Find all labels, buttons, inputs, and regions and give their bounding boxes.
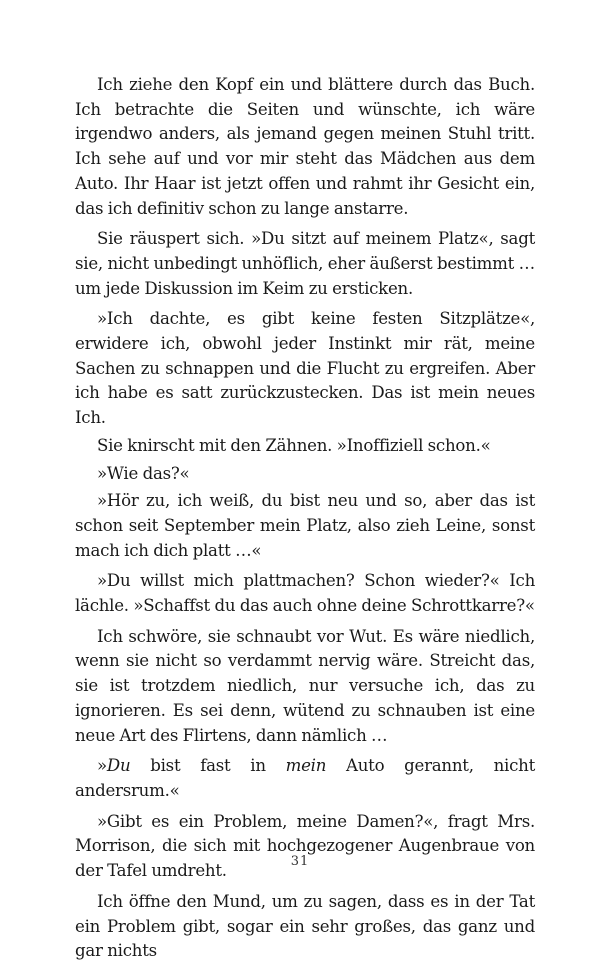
paragraph [75,462,535,487]
paragraph [75,307,535,431]
emphasis-text: mein [285,756,327,776]
text-run: » [97,756,107,776]
text-run: Ich öffne den Mund, um zu sagen, dass es in der Tat ein Problem gibt, sogar ein sehr großes, das ganz und gar nichts [75,891,535,961]
page-number: 31 [290,854,310,869]
paragraph [75,489,535,563]
paragraph [75,625,535,749]
text-run: »Gibt es ein Problem, meine Damen?«, fragt Mrs. Morrison, die sich mit hochgezogener Augenbraue von der Tafel umdreht. [75,811,535,881]
paragraph [75,569,535,618]
body-text [75,73,535,970]
text-run: Auto gerannt, nicht andersrum.« [75,756,535,800]
paragraph [75,227,535,301]
text-run: »Wie das?« [97,463,190,483]
text-run: »Du willst mich plattmachen? Schon wieder?« Ich lächle. »Schaffst du das auch ohne deine Schrottkarre?« [75,571,535,616]
paragraph [75,890,535,964]
text-run: Sie räuspert sich. »Du sitzt auf meinem Platz«, sagt sie, nicht unbedingt unhöflich, eher äußerst bestimmt … um jede Diskussion im Keim zu ersticken. [75,229,535,298]
text-run: Ich ziehe den Kopf ein und blättere durch das Buch. Ich betrachte die Seiten und wünschte, ich wäre irgendwo anders, als jemand gegen meinen Stuhl tritt. Ich sehe auf und vor mir steht das Mädchen aus dem Auto. Ihr Haar ist jetzt offen und rahmt ihr Gesicht ein, das ich definitiv schon zu lange anstarre. [75,75,535,218]
paragraph [75,434,535,459]
text-run: Ich schwöre, sie schnaubt vor Wut. Es wäre niedlich, wenn sie nicht so verdammt nervig wäre. Streicht das, sie ist trotzdem niedlich, nur versuche ich, das zu ignorieren. Es sei denn, wütend zu schnauben ist eine neue Art des Flirtens, dann nämlich … [75,626,535,745]
text-run: »Ich dachte, es gibt keine festen Sitzplätze«, erwidere ich, obwohl jeder Instinkt mir rät, meine Sachen zu schnappen und die Flucht zu ergreifen. Aber ich habe es satt zurückzustecken. Das ist mein neues Ich. [75,309,535,428]
text-run: »Hör zu, ich weiß, du bist neu und so, aber das ist schon seit September mein Platz, also zieh Leine, sonst mach ich dich platt …« [75,491,535,560]
paragraph [75,810,535,884]
text-run: Sie knirscht mit den Zähnen. »Inoffiziell schon.« [97,435,491,455]
paragraph [75,73,535,221]
emphasis-text: Du [106,756,131,776]
text-run: bist fast in [130,756,286,776]
paragraph [75,754,535,803]
